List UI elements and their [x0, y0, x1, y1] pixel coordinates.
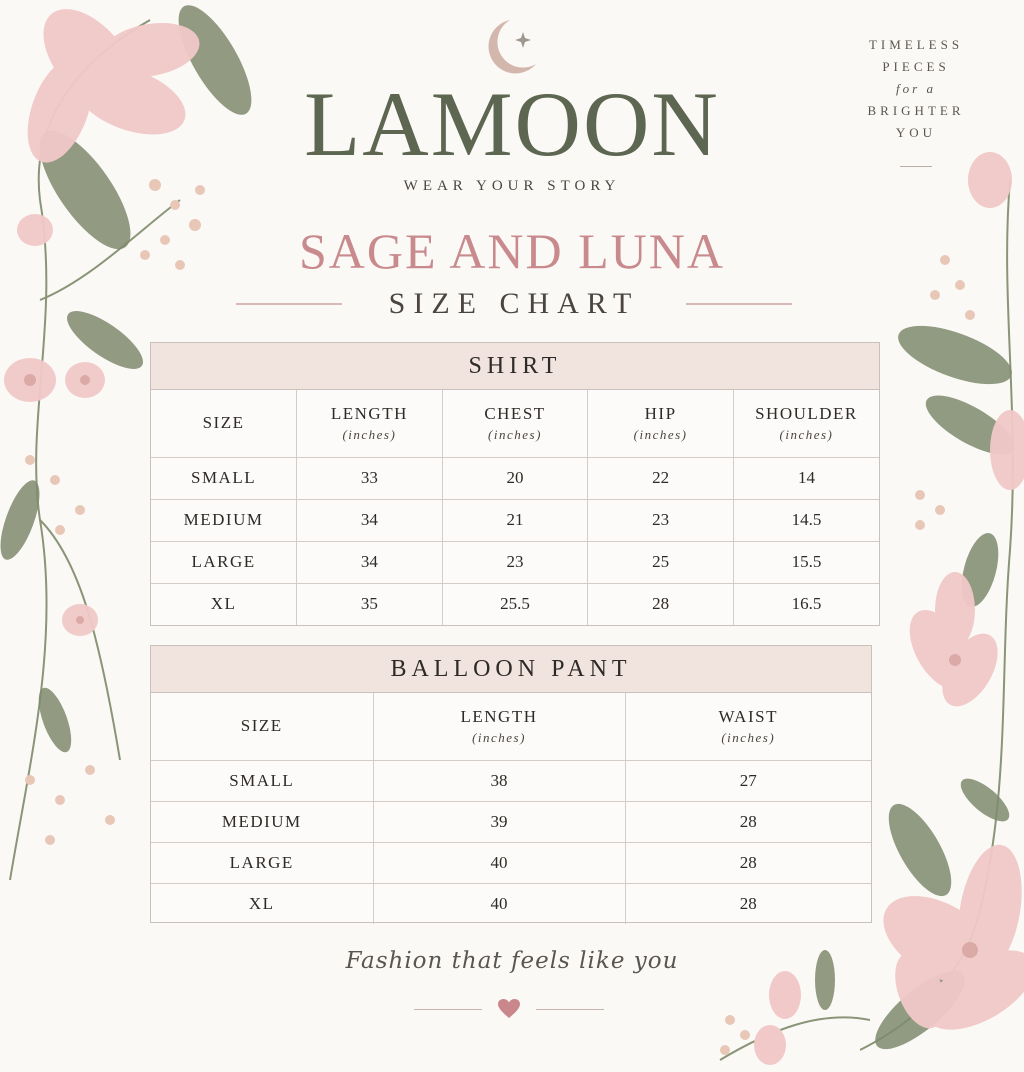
value-cell: 14 [733, 457, 879, 499]
shirt-table-grid [151, 390, 879, 625]
value-cell: 23 [588, 499, 734, 541]
pant-size-table [150, 645, 872, 923]
table-row [151, 760, 871, 801]
size-cell: LARGE [151, 541, 297, 583]
table-row [151, 883, 871, 924]
value-cell: 28 [625, 801, 871, 842]
size-cell: XL [151, 583, 297, 625]
header-cell: SIZE [151, 390, 297, 457]
table-row [151, 457, 879, 499]
size-cell: MEDIUM [151, 801, 373, 842]
header-cell: HIP (inches) [588, 390, 734, 457]
side-note-line: TIMELESS [868, 37, 964, 52]
value-cell: 20 [442, 457, 588, 499]
value-cell: 25 [588, 541, 734, 583]
header-cell: LENGTH (inches) [297, 390, 443, 457]
heart-icon [498, 999, 520, 1019]
value-cell: 35 [297, 583, 443, 625]
size-cell: SMALL [151, 760, 373, 801]
side-note [850, 34, 982, 144]
divider [536, 1009, 604, 1010]
product-name: SAGE AND LUNA [299, 223, 725, 279]
divider [900, 166, 932, 167]
shirt-table-title: SHIRT [151, 343, 879, 390]
header-cell: CHEST (inches) [442, 390, 588, 457]
value-cell: 27 [625, 760, 871, 801]
size-cell: LARGE [151, 842, 373, 883]
brand-name: LAMOON [304, 73, 720, 175]
shirt-size-table [150, 342, 880, 626]
value-cell: 25.5 [442, 583, 588, 625]
size-cell: XL [151, 883, 373, 924]
size-cell: SMALL [151, 457, 297, 499]
divider [414, 1009, 482, 1010]
chart-title-row [236, 286, 792, 322]
value-cell: 21 [442, 499, 588, 541]
brand-tagline: WEAR YOUR STORY [403, 178, 621, 194]
table-header-row [151, 390, 879, 457]
value-cell: 34 [297, 541, 443, 583]
pant-table-grid [151, 693, 871, 924]
value-cell: 16.5 [791, 594, 822, 614]
value-cell: 40 [373, 883, 625, 924]
value-cell: 22 [588, 457, 734, 499]
value-cell: 15.5 [733, 541, 879, 583]
side-note-line: PIECES [882, 59, 950, 74]
floral-decoration-right [860, 150, 1024, 1072]
table-header-row [151, 693, 871, 760]
value-cell: 40 [373, 842, 625, 883]
divider [686, 303, 792, 305]
header-cell: SHOULDER (inches) [733, 390, 879, 457]
value-cell: 33 [297, 457, 443, 499]
table-row [151, 801, 871, 842]
value-cell: 23 [442, 541, 588, 583]
value-cell: 28 [588, 583, 734, 625]
value-cell: 28 [625, 842, 871, 883]
divider [236, 303, 342, 305]
pant-table-title: BALLOON PANT [151, 646, 871, 693]
header-cell: SIZE [151, 693, 373, 760]
side-note-line: BRIGHTER [867, 103, 965, 118]
value-cell: 34 [297, 499, 443, 541]
value-cell: 14.5 [733, 499, 879, 541]
side-note-line: YOU [895, 125, 937, 140]
crescent-moon-icon [486, 16, 542, 76]
side-note-line: for a [896, 81, 936, 96]
footer-slogan: Fashion that feels like you [345, 948, 679, 974]
value-cell: 39 [373, 801, 625, 842]
value-cell: 38 [373, 760, 625, 801]
size-cell: MEDIUM [151, 499, 297, 541]
table-row [151, 842, 871, 883]
table-row [151, 499, 879, 541]
value-cell: 28 [739, 893, 757, 913]
table-row [151, 541, 879, 583]
footer-ornament [414, 998, 604, 1020]
header-cell: LENGTH (inches) [373, 693, 625, 760]
table-row [151, 583, 879, 625]
header-cell: WAIST (inches) [625, 693, 871, 760]
chart-title: SIZE CHART [388, 287, 640, 320]
